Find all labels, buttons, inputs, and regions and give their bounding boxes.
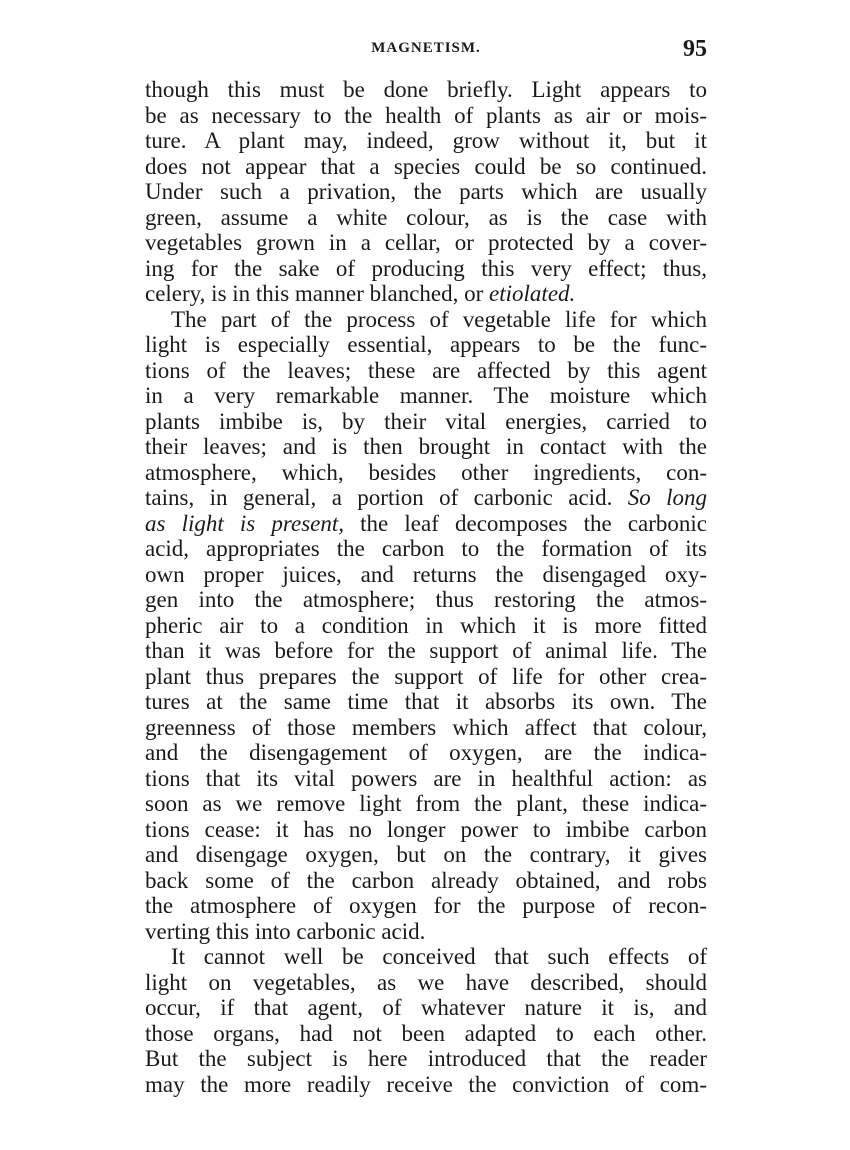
text-line xyxy=(145,281,707,307)
text-line: back some of the carbon already obtained, and robs xyxy=(145,867,707,893)
text-line: does not appear that a species could be so continued. xyxy=(145,153,707,179)
italic-segment: etiolated. xyxy=(489,281,576,306)
text-line: and disengage oxygen, but on the contrary, it gives xyxy=(145,842,707,867)
text-line: though this must be done briefly. Light appears to xyxy=(145,77,707,102)
text-line: pheric air to a condition in which it is more fitted xyxy=(145,612,707,638)
text-line: ture. A plant may, indeed, grow without it, but it xyxy=(145,128,707,153)
text-line: But the subject is here introduced that the reader xyxy=(145,1046,707,1071)
text-line: tions that its vital powers are in healthful action: as xyxy=(145,765,707,791)
running-title: MAGNETISM. xyxy=(371,40,481,56)
text-line: tions cease: it has no longer power to imbibe carbon xyxy=(145,816,707,842)
page-number: 95 xyxy=(683,36,707,62)
text-line: light is especially essential, appears to be the func- xyxy=(145,332,707,357)
text-line: the atmosphere of oxygen for the purpose of recon- xyxy=(145,893,707,918)
text-segment: the leaf decomposes the carbonic xyxy=(344,510,707,536)
text-line xyxy=(145,485,707,511)
text-line: tures at the same time that it absorbs its own. The xyxy=(145,689,707,714)
text-line: green, assume a white colour, as is the case with xyxy=(145,204,707,230)
text-line: be as necessary to the health of plants as air or mois- xyxy=(145,102,707,128)
text-line: and the disengagement of oxygen, are the indica- xyxy=(145,740,707,765)
text-line: tions of the leaves; these are affected by this agent xyxy=(145,357,707,383)
italic-segment: as light is present, xyxy=(145,510,345,536)
text-line: than it was before for the support of animal life. The xyxy=(145,638,707,663)
text-line: soon as we remove light from the plant, these indica- xyxy=(145,791,707,816)
text-line: acid, appropriates the carbon to the formation of its xyxy=(145,536,707,561)
text-line: The part of the process of vegetable life for which xyxy=(171,306,707,332)
text-line: It cannot well be conceived that such effects of xyxy=(171,944,707,969)
body-text xyxy=(145,77,707,1097)
text-segment: celery, is in this manner blanched, or xyxy=(145,281,490,306)
text-line: vegetables grown in a cellar, or protected by a cover- xyxy=(145,230,707,255)
text-line: those organs, had not been adapted to each other. xyxy=(145,1020,707,1046)
text-line: gen into the atmosphere; thus restoring the atmos- xyxy=(145,587,707,612)
text-line: plants imbibe is, by their vital energies, carried to xyxy=(145,408,707,434)
text-line: Under such a privation, the parts which are usually xyxy=(145,179,707,204)
italic-segment: So long xyxy=(627,485,708,510)
text-line: in a very remarkable manner. The moisture which xyxy=(145,383,707,408)
text-line: may the more readily receive the conviction of com- xyxy=(145,1071,707,1097)
text-line: plant thus prepares the support of life for other crea- xyxy=(145,663,707,689)
text-line: greenness of those members which affect that colour, xyxy=(145,714,707,740)
text-line: own proper juices, and returns the disengaged oxy- xyxy=(145,561,707,587)
text-line xyxy=(145,511,707,537)
text-segment: tains, in general, a portion of carbonic acid. xyxy=(145,485,628,510)
text-line: atmosphere, which, besides other ingredients, con- xyxy=(145,459,707,485)
text-line: light on vegetables, as we have described, should xyxy=(145,969,707,995)
text-line: their leaves; and is then brought in contact with the xyxy=(145,434,707,459)
text-line: verting this into carbonic acid. xyxy=(145,918,426,944)
text-line: occur, if that agent, of whatever nature it is, and xyxy=(145,995,707,1020)
running-head xyxy=(145,36,707,66)
text-line: ing for the sake of producing this very effect; thus, xyxy=(145,255,707,281)
